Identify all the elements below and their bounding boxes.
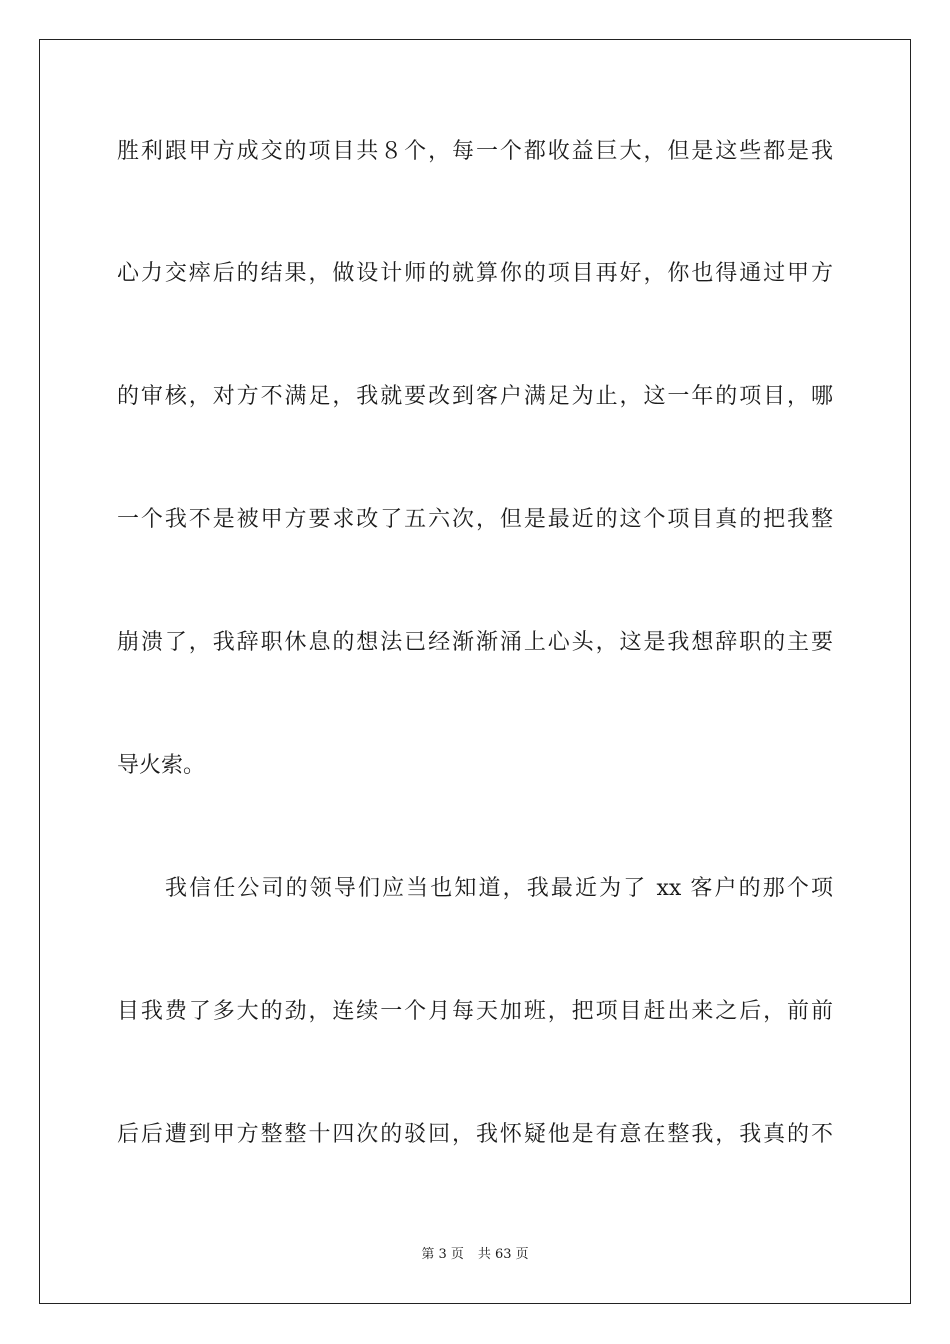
text-line: 胜利跟甲方成交的项目共８个，每一个都收益巨大，但是这些都是我 <box>117 139 833 164</box>
page-total: 共 63 页 <box>477 1247 529 1262</box>
page-footer <box>0 1246 950 1264</box>
page-number: 第 3 页 <box>421 1247 464 1262</box>
text-line: 目我费了多大的劲，连续一个月每天加班，把项目赶出来之后，前前 <box>117 999 833 1024</box>
text-line: 心力交瘁后的结果，做设计师的就算你的项目再好，你也得通过甲方 <box>117 261 833 286</box>
page-border <box>39 39 911 1304</box>
text-line: 一个我不是被甲方要求改了五六次，但是最近的这个项目真的把我整 <box>117 507 833 532</box>
text-line: 我信任公司的领导们应当也知道，我最近为了 xx 客户的那个项 <box>165 876 833 901</box>
text-line: 崩溃了，我辞职休息的想法已经渐渐涌上心头，这是我想辞职的主要 <box>117 630 833 655</box>
text-line: 导火索。 <box>117 753 206 778</box>
text-line: 的审核，对方不满足，我就要改到客户满足为止，这一年的项目，哪 <box>117 384 833 409</box>
text-line: 后后遭到甲方整整十四次的驳回，我怀疑他是有意在整我，我真的不 <box>117 1122 833 1147</box>
